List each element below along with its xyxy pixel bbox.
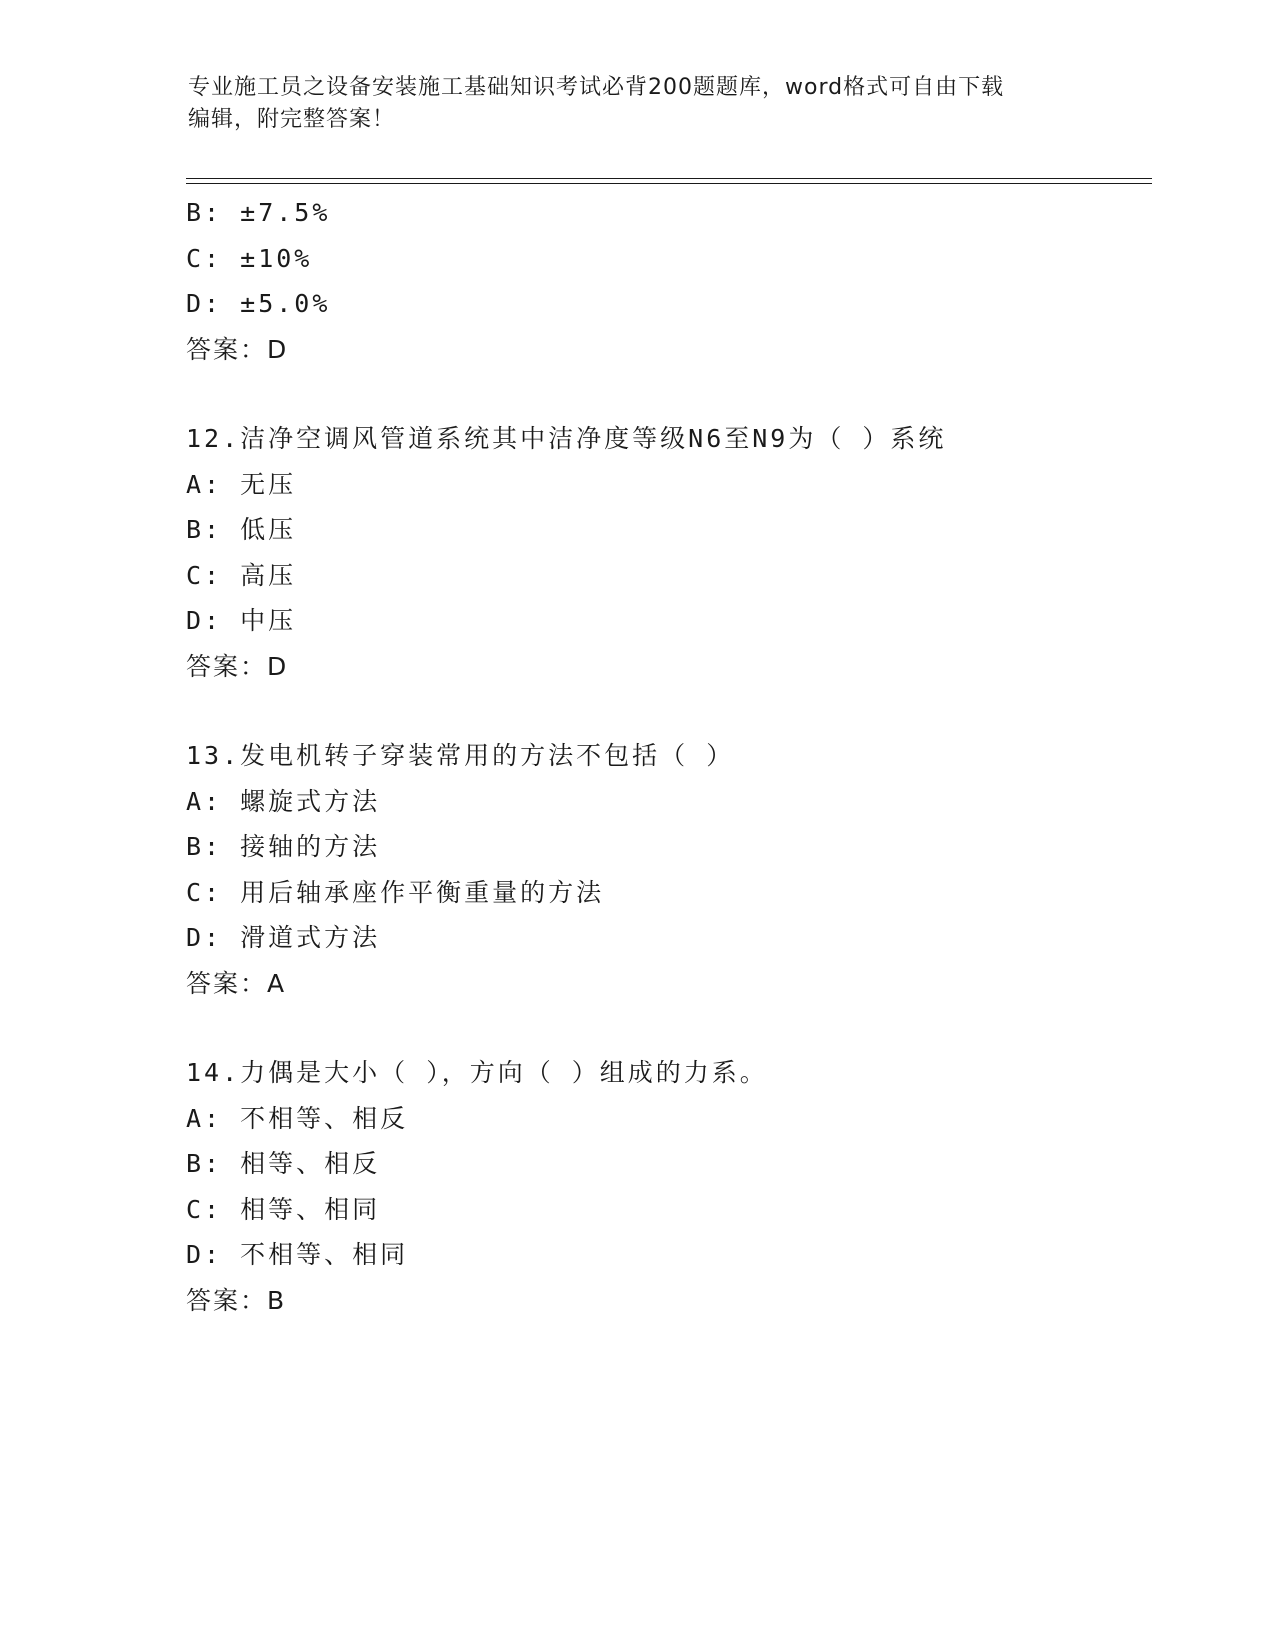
option-c: C: 用后轴承座作平衡重量的方法: [186, 877, 605, 907]
answer: 答案：A: [186, 968, 287, 998]
option-d: D: 中压: [186, 606, 297, 635]
option-c: C: 相等、相同: [186, 1194, 381, 1224]
option-a: A: 无压: [186, 469, 297, 499]
question-list: [186, 190, 1146, 1323]
option-c: C: ±10%: [186, 243, 313, 273]
option-a: A: 螺旋式方法: [186, 786, 381, 816]
option-c: C: 高压: [186, 560, 297, 590]
option-d: D: 滑道式方法: [186, 923, 381, 952]
answer: 答案：D: [186, 334, 289, 364]
question-12: [186, 416, 1146, 689]
question-text: 13.发电机转子穿装常用的方法不包括（ ）: [186, 741, 735, 770]
option-d: D: ±5.0%: [186, 289, 331, 318]
header-divider-bottom: [186, 183, 1152, 184]
answer: 答案：B: [186, 1285, 287, 1315]
question-13: [186, 733, 1146, 1006]
option-a: A: 不相等、相反: [186, 1103, 409, 1133]
option-d: D: 不相等、相同: [186, 1240, 409, 1269]
option-b: B: ±7.5%: [186, 198, 331, 227]
document-header: [188, 72, 1088, 136]
option-b: B: 接轴的方法: [186, 832, 381, 861]
answer: 答案：D: [186, 651, 289, 681]
header-divider-top: [186, 178, 1152, 179]
question-14: [186, 1050, 1146, 1323]
option-b: B: 相等、相反: [186, 1149, 381, 1178]
header-title-line-2: 编辑，附完整答案！: [188, 107, 396, 132]
question-text: 12.洁净空调风管道系统其中洁净度等级N6至N9为（ ）系统: [186, 424, 947, 453]
option-b: B: 低压: [186, 515, 297, 544]
question-11: [186, 190, 1146, 372]
header-title-line-1: 专业施工员之设备安装施工基础知识考试必背200题题库，word格式可自由下载: [188, 75, 1005, 100]
question-text: 14.力偶是大小（ ），方向（ ）组成的力系。: [186, 1058, 768, 1087]
